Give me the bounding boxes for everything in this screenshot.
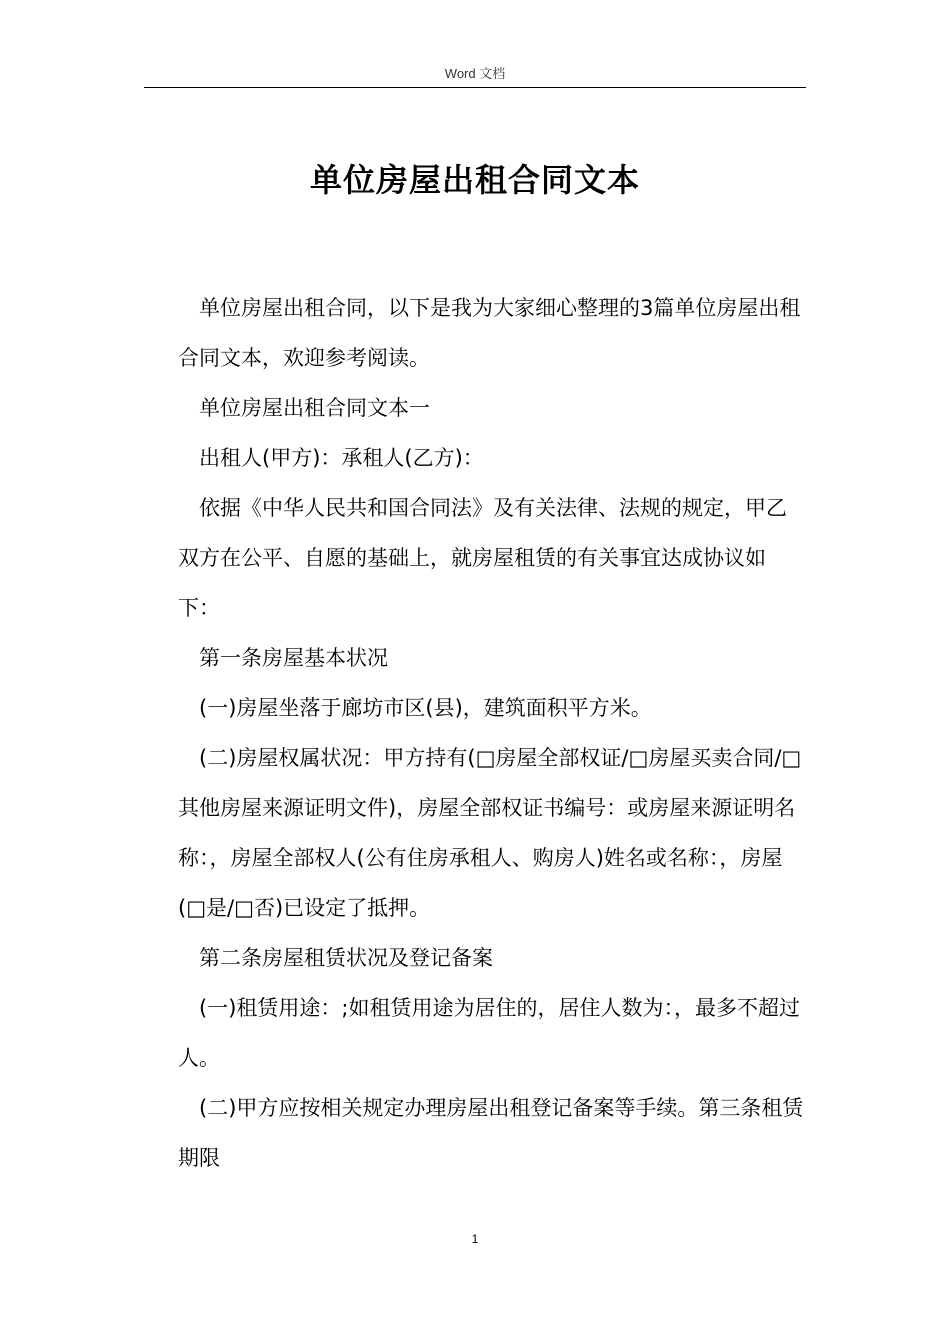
- paragraph-article-2-item-2: (二)甲方应按相关规定办理房屋出租登记备案等手续。第三条租赁期限: [178, 1096, 804, 1170]
- paragraph-article-2-item-1: (一)租赁用途：;如租赁用途为居住的，居住人数为：，最多不超过人。: [178, 996, 800, 1070]
- paragraph-article-2-heading: 第二条房屋租赁状况及登记备案: [199, 946, 493, 970]
- paragraph-article-1-item-2: (二)房屋权属状况：甲方持有(□房屋全部权证/□房屋买卖合同/□其他房屋来源证明文件)，房屋全部权证书编号：或房屋来源证明名称：，房屋全部权人(公有住房承租人、购房人)姓名或名称：，房屋(□是/□否)已设定了抵押。: [178, 746, 802, 920]
- paragraph-parties: 出租人(甲方)：承租人(乙方)：: [199, 446, 484, 470]
- paragraph-basis: 依据《中华人民共和国合同法》及有关法律、法规的规定，甲乙双方在公平、自愿的基础上，就房屋租赁的有关事宜达成协议如下：: [178, 496, 787, 620]
- paragraph-section-heading: 单位房屋出租合同文本一: [199, 396, 430, 420]
- page-number: 1: [471, 1232, 479, 1246]
- document-title: 单位房屋出租合同文本: [309, 161, 640, 199]
- paragraph-intro: 单位房屋出租合同，以下是我为大家细心整理的3篇单位房屋出租合同文本，欢迎参考阅读。: [178, 296, 801, 370]
- page-header: Word 文档: [444, 66, 506, 81]
- header-divider: [144, 87, 806, 88]
- paragraph-article-1-item-1: (一)房屋坐落于廊坊市区(县)，建筑面积平方米。: [199, 696, 652, 720]
- document-body: [178, 283, 804, 1183]
- paragraph-article-1-heading: 第一条房屋基本状况: [199, 646, 388, 670]
